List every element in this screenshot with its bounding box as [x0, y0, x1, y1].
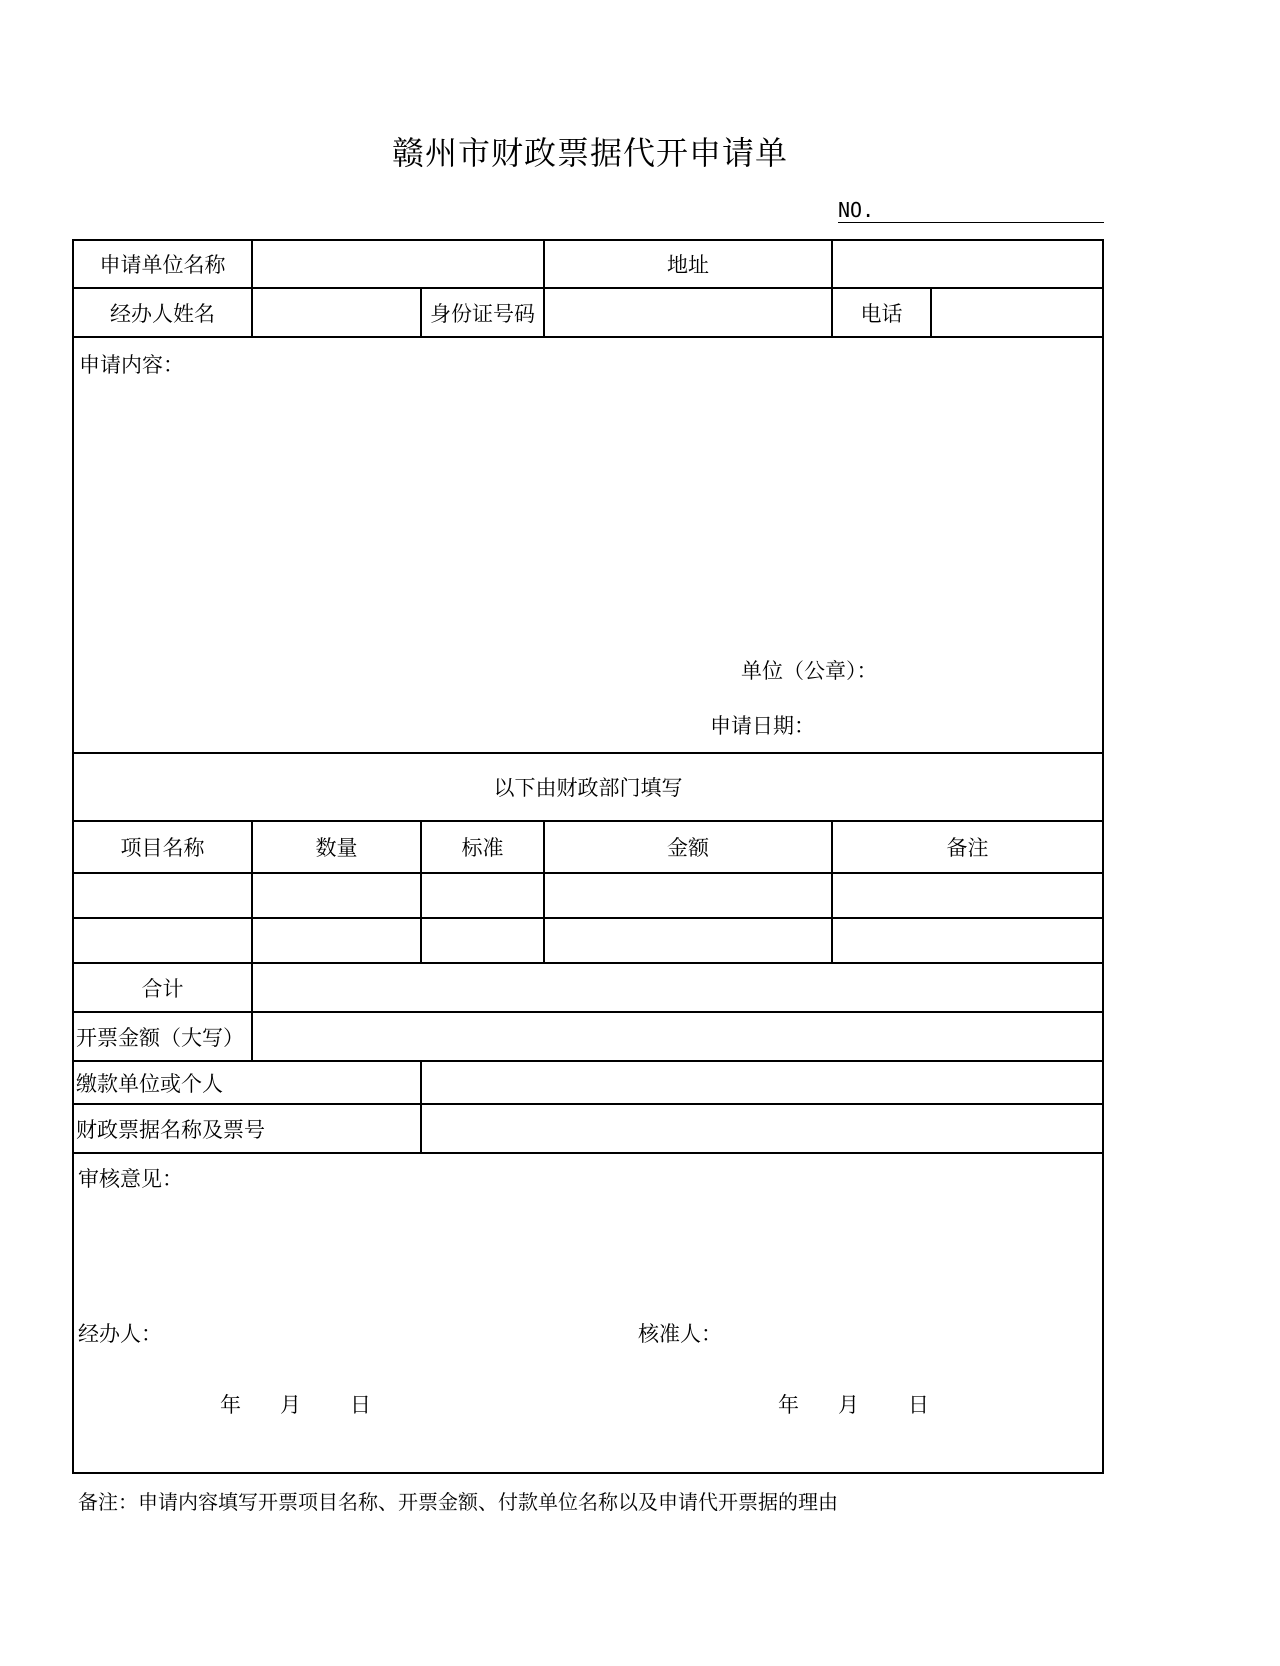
amount-upper-label: 开票金额（大写） — [76, 1025, 244, 1050]
column-header-remarks: 备注 — [946, 836, 989, 860]
quantity-cell[interactable] — [253, 874, 420, 917]
handler-year-label: 年 — [220, 1393, 241, 1417]
review-handler-label: 经办人： — [78, 1322, 162, 1346]
phone-label: 电话 — [860, 301, 903, 326]
total-standard-field[interactable] — [422, 964, 543, 1011]
total-quantity-field[interactable] — [253, 964, 420, 1011]
approver-day-label: 日 — [908, 1393, 929, 1417]
handler-name-label: 经办人姓名 — [110, 301, 215, 326]
column-header-amount: 金额 — [667, 836, 709, 860]
payer-label: 缴款单位或个人 — [76, 1071, 223, 1096]
total-amount-field[interactable] — [545, 964, 831, 1011]
phone-field[interactable] — [932, 289, 1102, 336]
total-remarks-field[interactable] — [833, 964, 1102, 1011]
item-name-cell[interactable] — [74, 874, 251, 917]
unit-name-field[interactable] — [253, 241, 543, 287]
quantity-cell[interactable] — [253, 919, 420, 962]
address-field[interactable] — [833, 241, 1102, 287]
amount-cell[interactable] — [545, 919, 831, 962]
review-opinion-label: 审核意见： — [78, 1167, 183, 1191]
column-header-standard: 标准 — [461, 836, 504, 860]
remarks-cell[interactable] — [833, 919, 1102, 962]
form-number-label: NO. — [838, 198, 875, 222]
table-line — [72, 1472, 1104, 1474]
standard-cell[interactable] — [422, 919, 543, 962]
form-number-field[interactable] — [838, 222, 1104, 223]
approver-month-label: 月 — [838, 1393, 859, 1417]
application-content-area[interactable] — [74, 338, 1102, 752]
application-content-label: 申请内容： — [79, 353, 184, 377]
total-label: 合计 — [141, 976, 184, 1001]
table-line — [1102, 239, 1104, 1474]
bill-name-field[interactable] — [422, 1105, 1102, 1152]
handler-day-label: 日 — [350, 1393, 371, 1417]
address-label: 地址 — [667, 253, 709, 277]
approver-year-label: 年 — [778, 1393, 799, 1417]
amount-cell[interactable] — [545, 874, 831, 917]
application-date-label: 申请日期： — [710, 714, 815, 738]
handler-name-field[interactable] — [253, 289, 420, 336]
column-header-item-name: 项目名称 — [120, 836, 205, 860]
page-title: 赣州市财政票据代开申请单 — [391, 134, 788, 172]
unit-name-label: 申请单位名称 — [99, 253, 226, 277]
amount-upper-field[interactable] — [253, 1013, 1102, 1060]
review-opinion-area[interactable] — [74, 1154, 1102, 1472]
column-header-quantity: 数量 — [315, 836, 358, 860]
item-name-cell[interactable] — [74, 919, 251, 962]
payer-field[interactable] — [422, 1062, 1102, 1103]
bill-name-label: 财政票据名称及票号 — [76, 1117, 265, 1142]
id-number-field[interactable] — [545, 289, 831, 336]
handler-month-label: 月 — [280, 1393, 301, 1417]
id-number-label: 身份证号码 — [430, 301, 535, 326]
finance-section-header: 以下由财政部门填写 — [493, 776, 683, 800]
standard-cell[interactable] — [422, 874, 543, 917]
unit-stamp-label: 单位（公章）： — [741, 659, 878, 683]
remarks-cell[interactable] — [833, 874, 1102, 917]
review-approver-label: 核准人： — [638, 1322, 722, 1346]
footnote: 备注：申请内容填写开票项目名称、开票金额、付款单位名称以及申请代开票据的理由 — [78, 1490, 838, 1514]
